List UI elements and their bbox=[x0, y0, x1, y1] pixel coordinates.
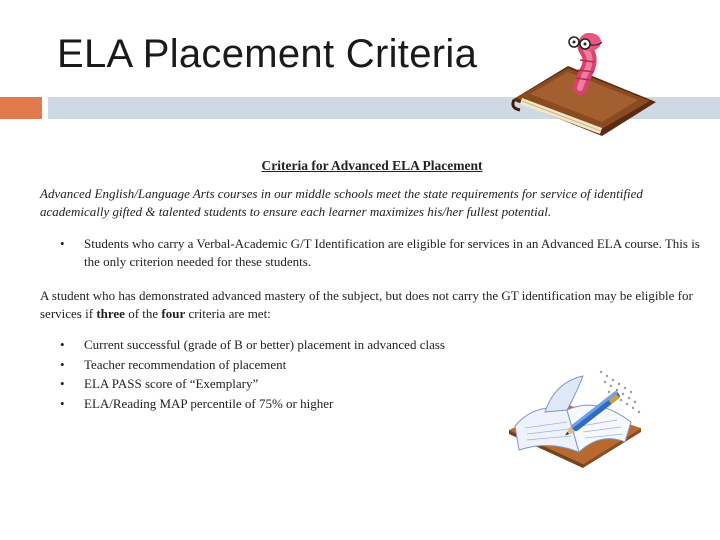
gt-bullet-text: Students who carry a Verbal-Academic G/T Identification are eligible for services in an Advanced ELA course. This is the only criterion needed for these students. bbox=[84, 236, 700, 269]
intro-paragraph: Advanced English/Language Arts courses in our middle schools meet the state requirements for service of identified academically gifted & talented students to ensure each learner maximizes his/her fullest potential. bbox=[40, 186, 643, 219]
document-heading: Criteria for Advanced ELA Placement bbox=[261, 158, 483, 173]
bullet-icon: • bbox=[60, 356, 65, 372]
bullet-icon: • bbox=[60, 337, 65, 352]
criteria-item: Current successful (grade of B or better) placement in advanced class bbox=[84, 337, 445, 352]
list-item bbox=[40, 235, 700, 271]
open-notebook-pen-icon bbox=[505, 352, 645, 470]
criteria-item: ELA PASS score of “Exemplary” bbox=[84, 376, 259, 391]
criteria-intro-paragraph bbox=[40, 287, 700, 323]
gt-bullet-list bbox=[40, 235, 700, 271]
criteria-intro-text: criteria are met: bbox=[185, 306, 271, 321]
emphasis-three: three bbox=[96, 306, 125, 321]
criteria-intro-text: of the bbox=[124, 306, 162, 321]
slide-title: ELA Placement Criteria bbox=[57, 32, 478, 76]
criteria-item: ELA/Reading MAP percentile of 75% or higher bbox=[84, 395, 334, 411]
bookworm-book-icon bbox=[510, 28, 660, 136]
bullet-icon: • bbox=[60, 395, 65, 411]
criteria-item: Teacher recommendation of placement bbox=[84, 356, 287, 372]
bullet-icon: • bbox=[60, 376, 65, 391]
bullet-icon: • bbox=[60, 236, 65, 251]
accent-bar-orange bbox=[0, 97, 42, 119]
emphasis-four: four bbox=[161, 306, 186, 321]
criteria-intro-text: A student who has demonstrated advanced mastery of the subject, but does not carry the GT identification may be eligible for services if bbox=[40, 288, 693, 321]
